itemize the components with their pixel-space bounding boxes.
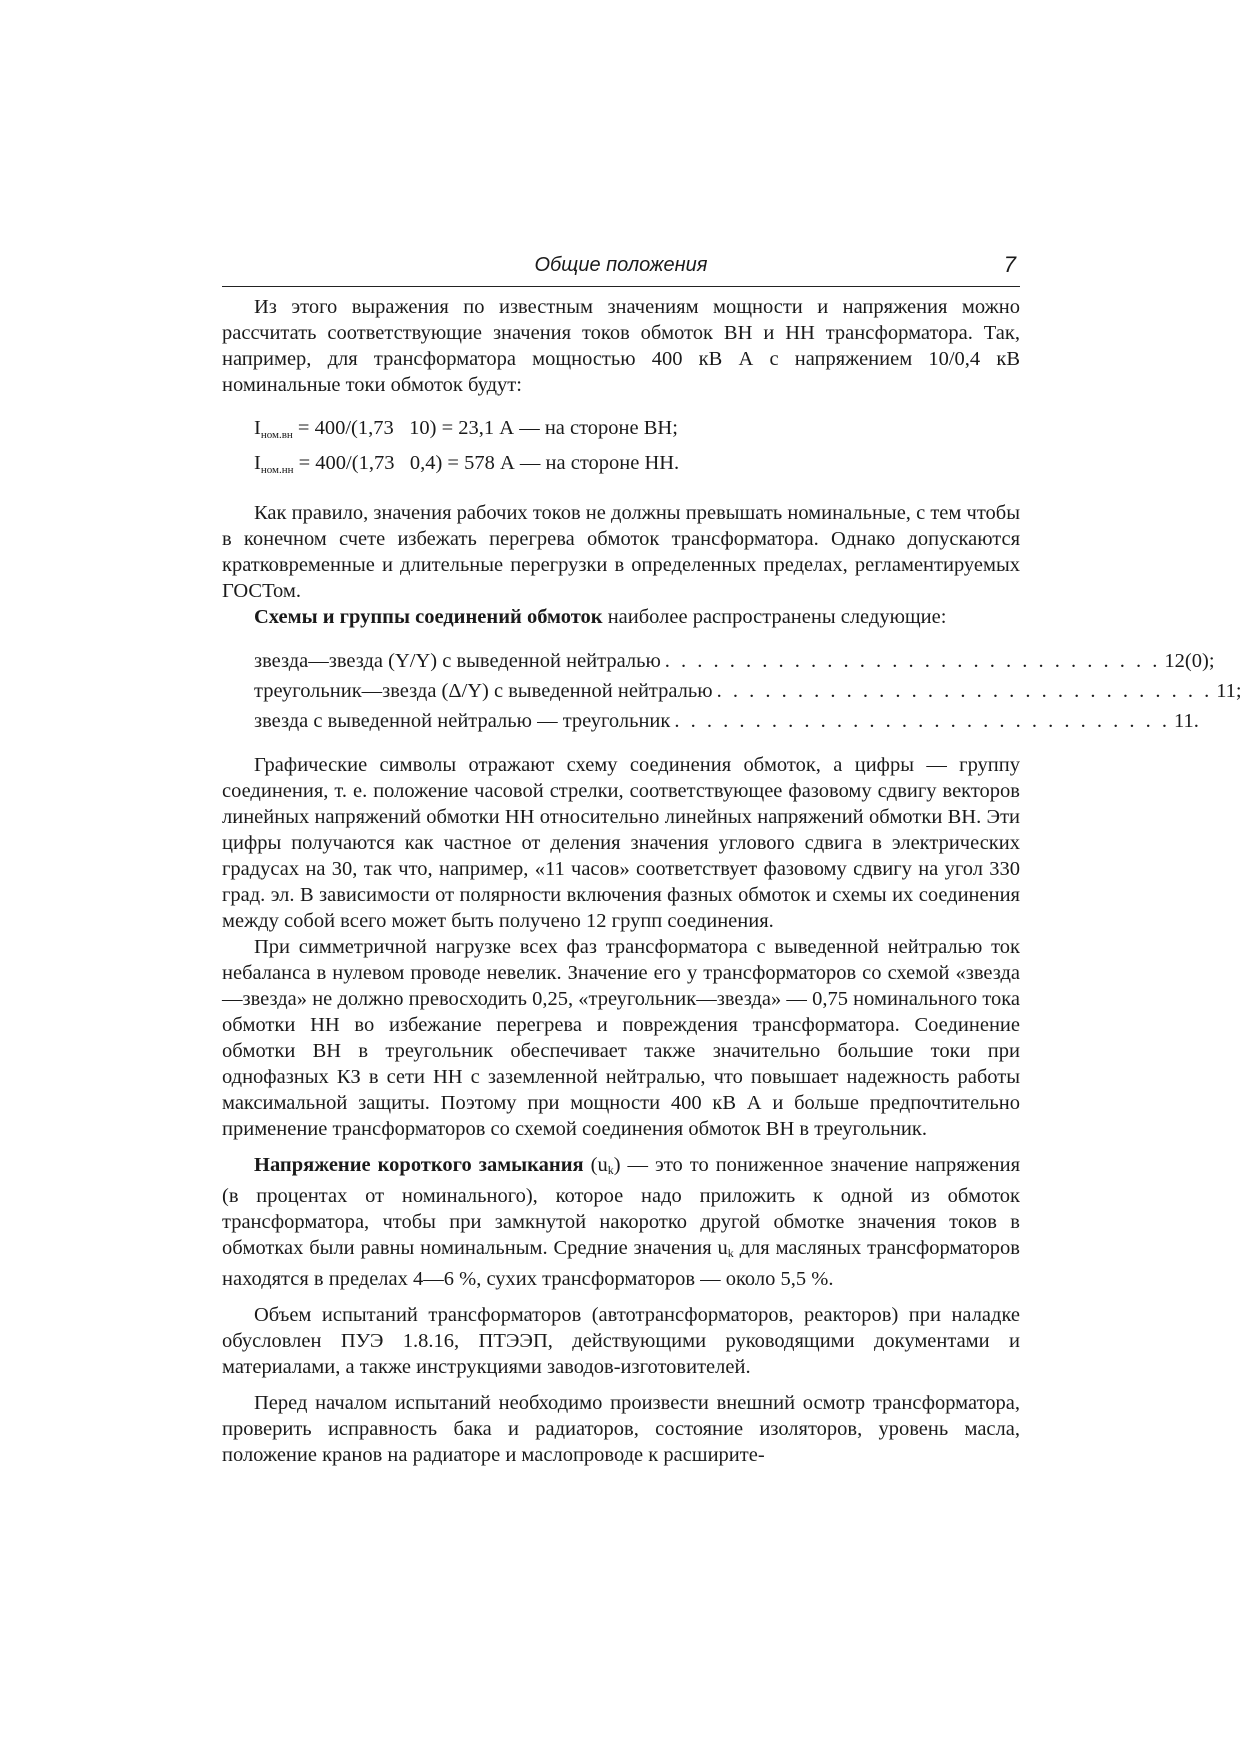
paragraph-6: Напряжение короткого замыкания $(u_k)$ — это то пониженное значение напряжения (в процентах от номинального), которое надо приложить к одной из обмоток трансформатора, чтобы при замкнутой накоротко другой обмотке значения токов в обмотках были равны номинальным. Средние значения $u_k$ для масляных трансформаторов находятся в пределах 4—6 %, сухих трансформаторов — около 5,5 %. — [222, 1154, 1020, 1290]
bold-term-short-circuit: Напряжение короткого замыкания — [254, 1154, 584, 1176]
paragraph-4: Графические символы отражают схему соединения обмоток, а цифры — группу соединения, т. е. положение часовой стрелки, соответствующее фазовому сдвигу векторов линейных напряжений обмотки НН относительно линейных напряжений обмотки ВН. Эти цифры получаются как частное от деления значения углового сдвига в электрических градусах на 30, так что, например, «11 часов» соответствует фазовому сдвигу на угол 330 град. эл. В зависимости от полярности включения фазных обмоток и схемы их соединения между собой всего может быть получено 12 групп соединения. — [222, 754, 1020, 932]
page-body — [222, 294, 1242, 1468]
paragraph-1: Из этого выражения по известным значениям мощности и напряжения можно рассчитать соответствующие значения токов обмоток ВН и НН трансформатора. Так, например, для трансформатора мощностью 400 кВ А с напряжением 10/0,4 кВ номинальные токи обмоток будут: — [222, 296, 1020, 396]
connection-schemes-list — [254, 646, 1242, 736]
page-number: 7 — [1003, 252, 1016, 277]
running-header — [222, 252, 1020, 287]
paragraph-7: Объем испытаний трансформаторов (автотрансформаторов, реакторов) при наладке обусловлен ПУЭ 1.8.16, ПТЭЭП, действующими руководящими документами и материалами, а также инструкциями заводов-изготовителей. — [222, 1304, 1020, 1378]
running-header-title: Общие положения — [534, 254, 708, 276]
paragraph-5: При симметричной нагрузке всех фаз трансформатора с выведенной нейтралью ток небаланса в нулевом проводе невелик. Значение его у трансформаторов со схемой «звезда—звезда» не должно превосходить 0,25, «треугольник—звезда» — 0,75 номинального тока обмотки НН во избежание перегрева и повреждения трансформатора. Соединение обмотки ВН в треугольник обеспечивает также значительно большие токи при однофазных КЗ в сети НН с заземленной нейтралью, что повышает надежность работы максимальной защиты. Поэтому при мощности 400 кВ А и больше предпочтительно применение трансформаторов со схемой соединения обмоток ВН в треугольник. — [222, 936, 1020, 1140]
paragraph-2: Как правило, значения рабочих токов не должны превышать номинальные, с тем чтобы в конечном счете избежать перегрева обмоток трансформатора. Однако допускаются кратковременные и длительные перегрузки в определенных пределах, регламентируемых ГОСТом. — [222, 502, 1020, 602]
formula-current-lv: $I_{ном.нн} = 400/(1,73$ 0,4) = 578 А — на стороне НН. — [254, 452, 680, 476]
list-item: звезда—звезда (Y/Y) с выведенной нейтралью . . . . . . . . . . . . . . . . . . . . . . . . . . . . . . . 12(0); — [254, 650, 1215, 672]
list-item: треугольник—звезда (Δ/Y) с выведенной нейтралью . . . . . . . . . . . . . . . . . . . . . . . . . . . . . . . 11; — [254, 680, 1242, 702]
paragraph-3: Схемы и группы соединений обмоток наиболее распространены следующие: — [254, 606, 947, 628]
formula-block — [254, 414, 1020, 484]
paragraph-8: Перед началом испытаний необходимо произвести внешний осмотр трансформатора, проверить исправность бака и радиаторов, состояние изоляторов, уровень масла, положение кранов на радиаторе и маслопроводе к расширите- — [222, 1392, 1020, 1466]
formula-current-hv: $I_{ном.вн} = 400/(1,73$ 10) = 23,1 А — на стороне ВН; — [254, 417, 678, 441]
list-item: звезда с выведенной нейтралью — треугольник . . . . . . . . . . . . . . . . . . . . . . . . . . . . . . . 11. — [254, 710, 1199, 732]
bold-term-schemes: Схемы и группы соединений обмоток — [254, 606, 603, 628]
